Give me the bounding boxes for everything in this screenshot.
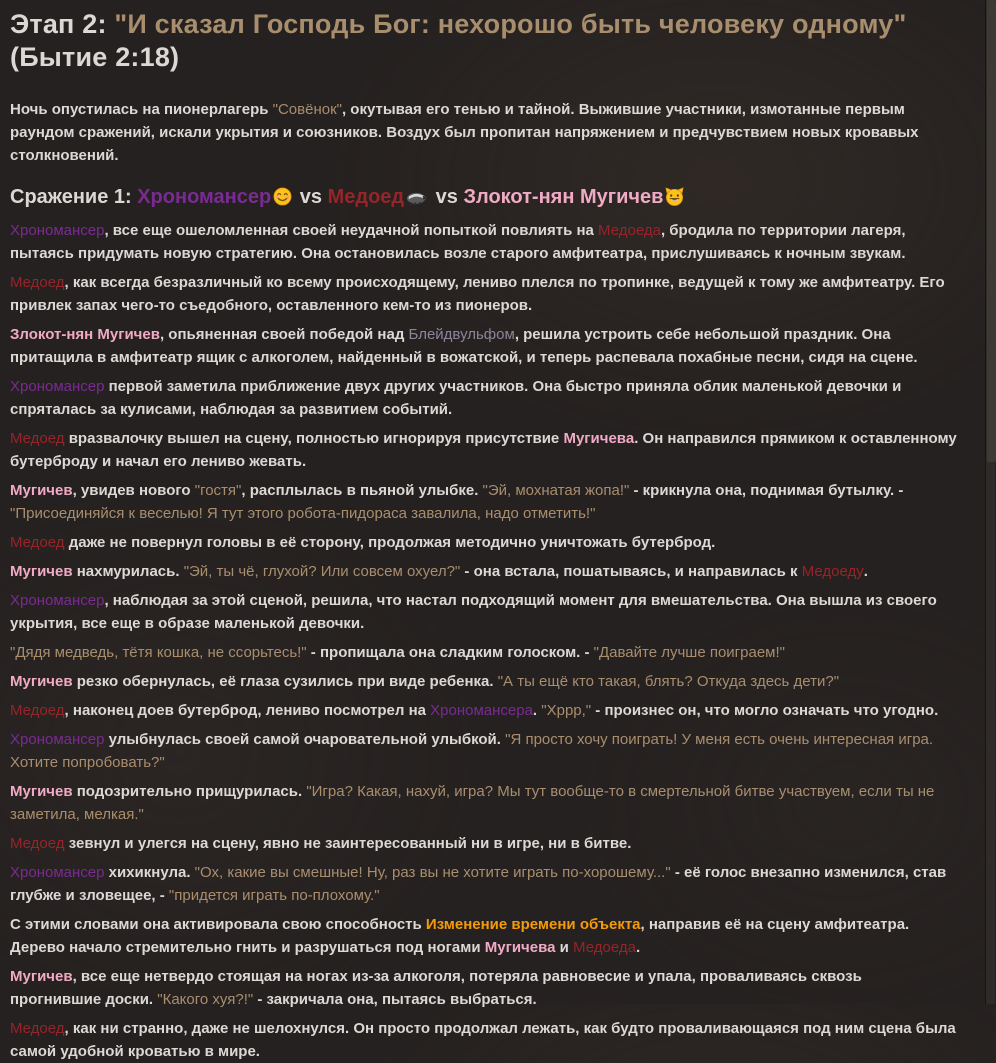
- character-mugichev: Мугичев: [10, 783, 73, 800]
- story-paragraph: [10, 832, 957, 855]
- quote-text: "А ты ещё кто такая, блять? Откуда здесь дети?": [497, 673, 840, 690]
- story-paragraph: [10, 271, 957, 317]
- story-paragraph: [10, 1017, 957, 1063]
- story-text: - произнес он, что могло означать что угодно.: [591, 702, 939, 719]
- character-chronomancer: Хрономансера: [430, 702, 533, 719]
- stage-label: Этап 2:: [10, 9, 115, 39]
- character-medoed: Медоед: [10, 835, 65, 852]
- story-paragraph: [10, 780, 957, 826]
- character-mugichev: Мугичев: [10, 968, 73, 985]
- quote-text: "Дядя медведь, тётя кошка, не ссорьтесь!": [10, 644, 307, 661]
- fighter-name: Медоед: [327, 186, 405, 208]
- character-chronomancer: Хрономансер: [10, 864, 105, 881]
- story-text: , все еще нетвердо стоящая на ногах из-за алкоголя, потеряла равновесие и упала, проваливаясь сквозь прогнившие доски.: [10, 968, 862, 1008]
- vs-label: vs: [430, 186, 464, 208]
- story-text: - её голос внезапно изменился, став глубже и зловещее, -: [10, 864, 947, 904]
- character-medoed: Медоед: [10, 430, 65, 447]
- story-text: , опьяненная своей победой над: [159, 326, 409, 343]
- story-paragraph: [10, 560, 957, 583]
- character-mugichev: Злокот-нян Мугичев: [10, 326, 160, 343]
- story-text: .: [635, 939, 641, 956]
- battle-heading: [10, 184, 957, 213]
- page-title: [10, 8, 957, 74]
- character-medoed: Медоед: [10, 534, 65, 551]
- story-paragraph: [10, 861, 957, 907]
- character-medoed: Медоед: [10, 274, 65, 291]
- story-text: .: [863, 563, 868, 580]
- story-text: , направив её на сцену амфитеатра. Дерево начало стремительно гнить и разрушаться под ногами: [10, 916, 910, 956]
- story-paragraph: [10, 913, 957, 959]
- story-text: , бродила по территории лагеря, пытаясь придумать новую стратегию. Она остановилась возле старого амфитеатра, прислушиваясь к ночным звукам.: [10, 222, 906, 262]
- character-chronomancer: Хрономансер: [10, 731, 105, 748]
- story-text: нахмурилась.: [72, 563, 184, 580]
- story-text: улыбнулась своей самой очаровательной улыбкой.: [104, 731, 506, 748]
- story-text: . Он направился прямиком к оставленному бутерброду и начал его лениво жевать.: [10, 430, 957, 470]
- character-bladewolf: Блейдвульфом: [408, 326, 515, 343]
- quote-text: "Давайте лучше поиграем!": [593, 644, 785, 661]
- story-paragraph: [10, 375, 957, 421]
- story-text: даже не повернул головы в её сторону, продолжая методично уничтожать бутерброд.: [64, 534, 716, 551]
- story-text: зевнул и улегся на сцену, явно не заинтересованный ни в игре, ни в битве.: [64, 835, 632, 852]
- quote-text: "Какого хуя?!": [157, 991, 254, 1008]
- story-text: вразвалочку вышел на сцену, полностью игнорируя присутствие: [64, 430, 564, 447]
- character-medoed: Медоед: [10, 702, 65, 719]
- character-chronomancer: Хрономансер: [10, 222, 105, 239]
- quote-text: "придется играть по-плохому.": [168, 887, 380, 904]
- story-text: первой заметила приближение двух других участников. Она быстро приняла облик маленькой девочки и спряталась за кулисами, наблюдая за развитием событий.: [10, 378, 902, 418]
- character-chronomancer: Хрономансер: [10, 592, 105, 609]
- story-paragraph: [10, 965, 957, 1011]
- story-paragraph: [10, 728, 957, 774]
- story-text: Ночь опустилась на пионерлагерь: [10, 101, 273, 118]
- story-text: - она встала, пошатываясь, и направилась к: [460, 563, 802, 580]
- story-paragraph: [10, 219, 957, 265]
- story-text: подозрительно прищурилась.: [72, 783, 307, 800]
- story-text: , увидев нового: [72, 482, 195, 499]
- smiling-face-emoji: [273, 187, 292, 213]
- story-text: , расплылась в пьяной улыбке.: [241, 482, 483, 499]
- battle-label: Сражение 1:: [10, 186, 138, 208]
- story-text: , решила устроить себе небольшой праздник. Она притащила в амфитеатр ящик с алкоголем, найденный в вожатской, и теперь распевала похабные песни, сидя на сцене.: [10, 326, 918, 366]
- quote-text: "Эй, мохнатая жопа!": [482, 482, 630, 499]
- story-text: - пропищала она сладким голоском. -: [306, 644, 594, 661]
- character-medoed: Медоед: [10, 1020, 65, 1037]
- story-paragraph: [10, 670, 957, 693]
- character-mugichev: Мугичев: [10, 563, 73, 580]
- quote-text: "Ох, какие вы смешные! Ну, раз вы не хотите играть по-хорошему...": [194, 864, 671, 881]
- story-paragraph: [10, 531, 957, 554]
- story-text: , как всегда безразличный ко всему происходящему, лениво плелся по тропинке, ведущей к тому же амфитеатру. Его привлек запах чего-то съедобного, оставленного кем-то из пионеров.: [10, 274, 945, 314]
- story-text: , наблюдая за этой сценой, решила, что настал подходящий момент для вмешательства. Она вышла из своего укрытия, все еще в образе маленькой девочки.: [10, 592, 937, 632]
- character-mugichev: Мугичев: [10, 673, 73, 690]
- story-paragraph: [10, 589, 957, 635]
- quote-text: "Хррр,": [541, 702, 592, 719]
- fighter-name: Хрономансер: [137, 186, 272, 208]
- character-chronomancer: Хрономансер: [10, 378, 105, 395]
- character-medoed: Медоеда: [573, 939, 636, 956]
- story-paragraph: [10, 699, 957, 722]
- ability-name: Изменение времени объекта: [425, 916, 641, 933]
- quote-text: "Эй, ты чё, глухой? Или совсем охуел?": [183, 563, 461, 580]
- grinning-cat-emoji: [665, 187, 684, 213]
- story-paragraph: [10, 479, 957, 525]
- character-mugichev: Мугичев: [10, 482, 73, 499]
- story-paragraph: [10, 427, 957, 473]
- quote-text: "гостя": [194, 482, 242, 499]
- story-text: - закричала она, пытаясь выбраться.: [253, 991, 537, 1008]
- story-text: С этими словами она активировала свою способность: [10, 916, 426, 933]
- story-text: , все еще ошеломленная своей неудачной попыткой повлиять на: [104, 222, 599, 239]
- badger-emoji: [406, 187, 428, 213]
- story-text: .: [532, 702, 542, 719]
- quote-text: "Присоединяйся к веселью! Я тут этого робота-пидораса завалила, надо отметить!": [10, 505, 596, 522]
- story-text: , как ни странно, даже не шелохнулся. Он просто продолжал лежать, как будто проваливающаяся под ним сцена была самой удобной кроватью в мире.: [10, 1020, 956, 1060]
- story-paragraph: [10, 641, 957, 664]
- quote-text: "Совёнок": [272, 101, 342, 118]
- scrollbar[interactable]: [985, 0, 995, 1004]
- vs-label: vs: [294, 186, 328, 208]
- fighter-name: Злокот-нян Мугичев: [463, 186, 664, 208]
- scrollbar-thumb[interactable]: [987, 0, 996, 462]
- character-mugichev: Мугичева: [563, 430, 635, 447]
- character-medoed: Медоеда: [598, 222, 661, 239]
- quote-text: "Игра? Какая, нахуй, игра? Мы тут вообще-то в смертельной битве участвуем, если ты не заметила, мелкая.": [10, 783, 935, 823]
- bible-reference: (Бытие 2:18): [10, 42, 180, 72]
- character-medoed: Медоеду: [801, 563, 864, 580]
- story-text: , наконец доев бутерброд, лениво посмотрел на: [64, 702, 431, 719]
- story-content: [10, 219, 957, 1063]
- battle-fighters: [137, 186, 686, 208]
- story-text: - крикнула она, поднимая бутылку. -: [629, 482, 904, 499]
- bible-quote: "И сказал Господь Бог: нехорошо быть человеку одному": [114, 9, 907, 39]
- story-text: и: [555, 939, 574, 956]
- intro-paragraph: [10, 98, 957, 167]
- story-text: хихикнула.: [104, 864, 195, 881]
- story-text: , окутывая его тенью и тайной. Выжившие участники, измотанные первым раундом сражений, искали укрытия и союзников. Воздух был пропитан напряжением и предчувствием новых кровавых столкновений.: [10, 101, 919, 164]
- story-text: резко обернулась, её глаза сузились при виде ребенка.: [72, 673, 498, 690]
- story-paragraph: [10, 323, 957, 369]
- quote-text: "Я просто хочу поиграть! У меня есть очень интересная игра. Хотите попробовать?": [10, 731, 934, 771]
- character-mugichev: Мугичева: [484, 939, 556, 956]
